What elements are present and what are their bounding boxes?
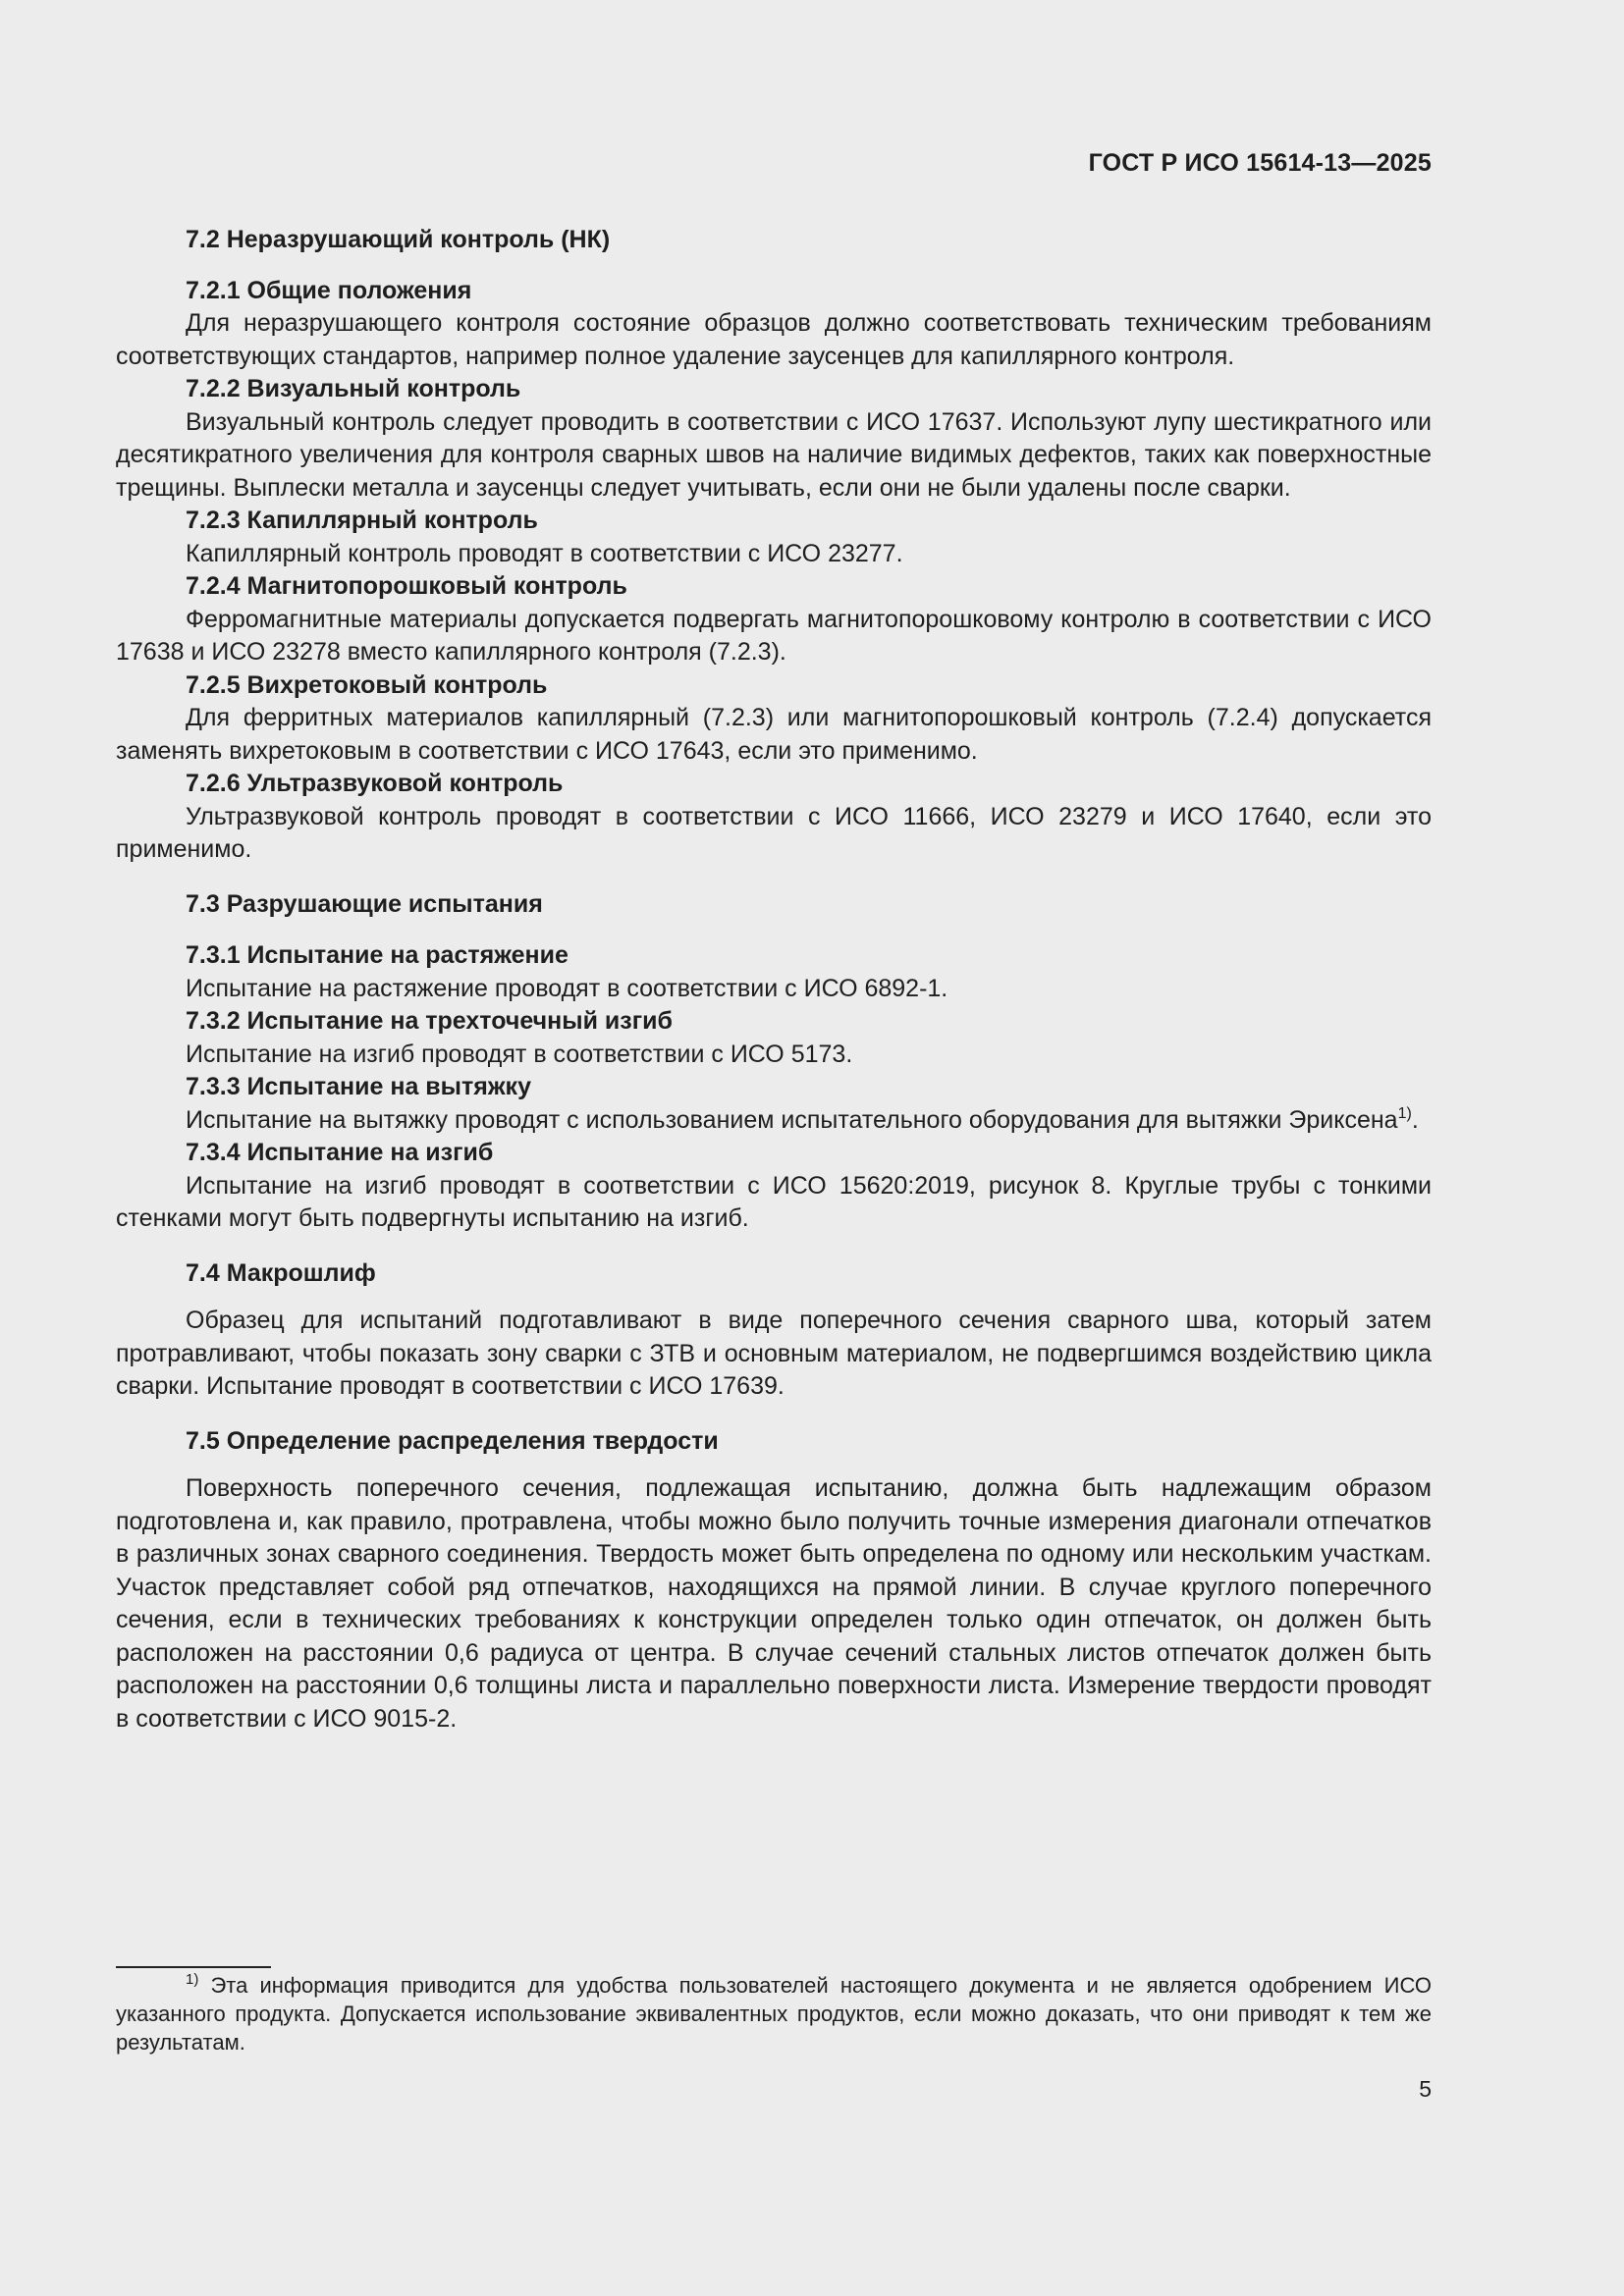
section-7-2-6-text: Ультразвуковой контроль проводят в соответствии с ИСО 11666, ИСО 23279 и ИСО 17640, если это применимо.: [116, 802, 1432, 863]
section-7-3-1-title: 7.3.1 Испытание на растяжение: [186, 941, 568, 969]
section-7-3-4-title: 7.3.4 Испытание на изгиб: [186, 1139, 494, 1166]
section-7-2-6-title: 7.2.6 Ультразвуковой контроль: [186, 770, 564, 797]
section-7-3-4-text: Испытание на изгиб проводят в соответствии с ИСО 15620:2019, рисунок 8. Круглые трубы с тонкими стенками могут быть подвергнуты испытанию на изгиб.: [116, 1171, 1432, 1232]
footnote-marker: 1): [186, 1971, 199, 1988]
section-7-2-5-title: 7.2.5 Вихретоковый контроль: [186, 670, 548, 699]
section-7-3-3-end: .: [1411, 1105, 1419, 1134]
section-7-3-3-title: 7.3.3 Испытание на вытяжку: [186, 1073, 531, 1100]
section-7-2-3-title: 7.2.3 Капиллярный контроль: [186, 507, 538, 534]
section-7-2-4-title: 7.2.4 Магнитопорошковый контроль: [186, 572, 627, 600]
footnote-reference[interactable]: 1): [1397, 1104, 1412, 1122]
section-7-2-1-text: Для неразрушающего контроля состояние образцов должно соответствовать техническим требованиям соответствующих стандартов, например полное удаление заусенцев для капиллярного контроля.: [116, 309, 1432, 370]
section-7-2-2-text: Визуальный контроль следует проводить в соответствии с ИСО 17637. Используют лупу шестикратного или десятикратного увеличения для контроля сварных швов на наличие видимых дефектов, таких как поверхностные трещины. Выплески металла и заусенцы следует учитывать, если они не были удалены после сварки.: [116, 407, 1432, 502]
page-number: 5: [1419, 2076, 1432, 2102]
document-header: ГОСТ Р ИСО 15614-13—2025: [1088, 149, 1432, 177]
section-7-2-1-title: 7.2.1 Общие положения: [186, 276, 472, 304]
footnote: [116, 1971, 1432, 2056]
section-7-2-5-text: Для ферритных материалов капиллярный (7.2.3) или магнитопорошковый контроль (7.2.4) допускается заменять вихретоковым в соответствии с ИСО 17643, если это применимо.: [116, 704, 1432, 765]
section-7-2-2-title: 7.2.2 Визуальный контроль: [186, 375, 521, 402]
document-body: [116, 224, 1432, 1735]
section-7-2-title: 7.2 Неразрушающий контроль (НК): [186, 226, 611, 253]
section-7-3-title: 7.3 Разрушающие испытания: [186, 889, 543, 918]
section-7-3-2-text: Испытание на изгиб проводят в соответствии с ИСО 5173.: [186, 1040, 853, 1068]
section-7-2-3-text: Капиллярный контроль проводят в соответствии с ИСО 23277.: [186, 539, 903, 567]
section-7-5-title: 7.5 Определение распределения твердости: [186, 1426, 719, 1455]
section-7-5-text: Поверхность поперечного сечения, подлежащая испытанию, должна быть надлежащим образом подготовлена и, как правило, протравлена, чтобы можно было получить точные измерения диагонали отпечатков в различных зонах сварного соединения. Твердость может быть определена по одному или нескольким участкам. Участок представляет собой ряд отпечатков, находящихся на прямой линии. В случае круглого поперечного сечения, если в технических требованиях к конструкции определен только один отпечаток, он должен быть расположен на расстоянии 0,6 радиуса от центра. В случае сечений стальных листов отпечаток должен быть расположен на расстоянии 0,6 толщины листа и параллельно поверхности листа. Измерение твердости проводят в соответствии с ИСО 9015-2.: [116, 1474, 1432, 1733]
footnote-separator: [116, 1966, 271, 1968]
footnote-text: Эта информация приводится для удобства пользователей настоящего документа и не является одобрением ИСО указанного продукта. Допускается использование эквивалентных продуктов, если можно доказать, что они приводят к тем же результатам.: [116, 1973, 1432, 2055]
section-7-3-3-body: Испытание на вытяжку проводят с использованием испытательного оборудования для вытяжки Эриксена: [186, 1105, 1398, 1134]
section-7-2-4-text: Ферромагнитные материалы допускается подвергать магнитопорошковому контролю в соответствии с ИСО 17638 и ИСО 23278 вместо капиллярного контроля (7.2.3).: [116, 605, 1432, 666]
section-7-4-text: Образец для испытаний подготавливают в виде поперечного сечения сварного шва, который затем протравливают, чтобы показать зону сварки с ЗТВ и основным материалом, не подвергшимся воздействию цикла сварки. Испытание проводят в соответствии с ИСО 17639.: [116, 1307, 1432, 1400]
section-7-4-title: 7.4 Макрошлиф: [186, 1258, 376, 1287]
section-7-3-3-text: [116, 1104, 1432, 1138]
section-7-3-2-title: 7.3.2 Испытание на трехточечный изгиб: [186, 1007, 673, 1035]
section-7-3-1-text: Испытание на растяжение проводят в соответствии с ИСО 6892-1.: [186, 974, 948, 1002]
